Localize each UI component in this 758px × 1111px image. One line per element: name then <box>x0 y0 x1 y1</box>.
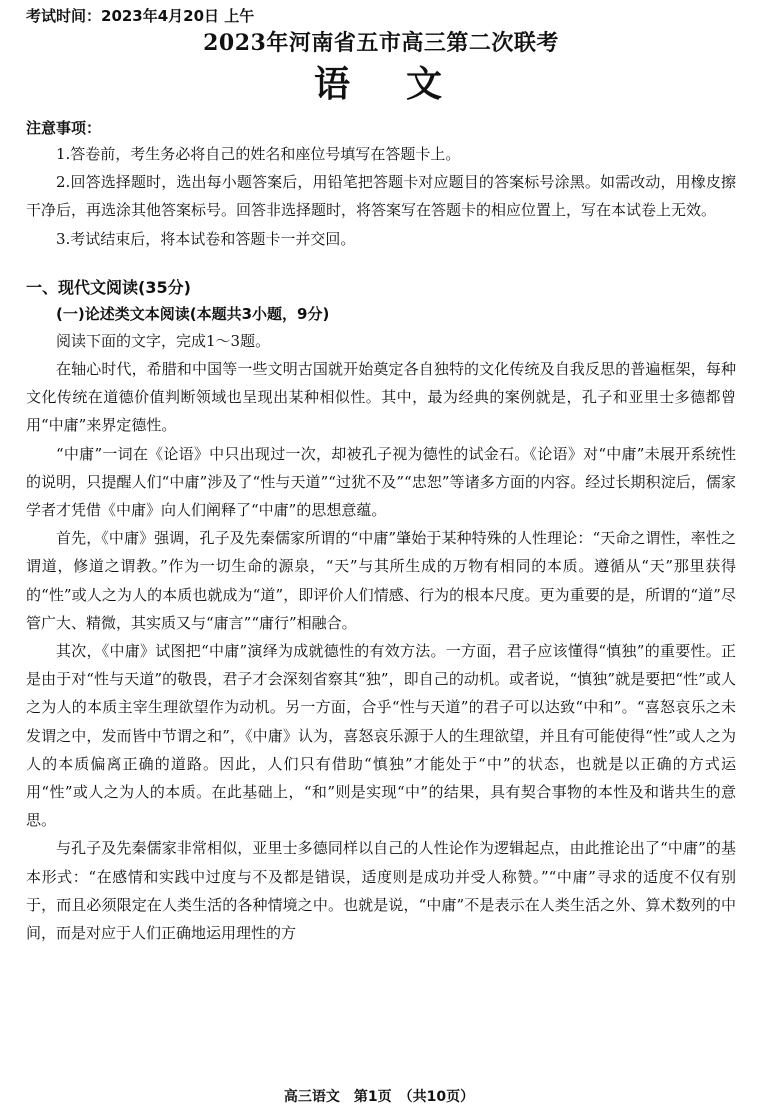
notice-item-3: 3.考试结束后，将本试卷和答题卡一并交回。 <box>56 229 356 248</box>
subject-title: 语文 <box>313 63 498 105</box>
exam-title: 2023年河南省五市高三第二次联考 <box>203 30 559 56</box>
notice-block <box>26 116 736 253</box>
section-instruction: 阅读下面的文字，完成1～3题。 <box>56 331 271 350</box>
notice-heading: 注意事项： <box>26 119 102 137</box>
passage-paragraph-5: 与孔子及先秦儒家非常相似，亚里士多德同样以自己的人性论作为逻辑起点，由此推论出了“中庸”的基本形式：“在感情和实践中过度与不及都是错误，适度则是成功并受人称赞。”“中庸”寻求的适度不仅有别于，而且必须限定在人类生活的各种情境之中。也就是说，“中庸”不是表示在人类生活之外、算术数列的中间，而是对应于人们正确地运用理性的方 <box>26 839 736 943</box>
page-footer: 高三语文 第1页 （共10页） <box>283 1089 475 1105</box>
section-heading: 一、现代文阅读(35分) <box>26 277 191 297</box>
exam-time: 考试时间：2023年4月20日 上午 <box>26 7 255 25</box>
reading-section <box>26 275 736 947</box>
notice-item-2: 2.回答选择题时，选出每小题答案后，用铅笔把答题卡对应题目的答案标号涂黑。如需改动，用橡皮擦干净后，再选涂其他答案标号。回答非选择题时，将答案写在答题卡的相应位置上，写在本试卷上无效。 <box>26 173 736 220</box>
passage-paragraph-4: 其次，《中庸》试图把“中庸”演绎为成就德性的有效方法。一方面，君子应该懂得“慎独”的重要性。正是由于对“性与天道”的敬畏，君子才会深刻省察其“独”，即自己的动机。或者说，“慎独”就是要把“性”或人之为人的本质主宰生理欲望作为动机。另一方面，合乎“性与天道”的君子可以达致“中和”。“喜怒哀乐之未发谓之中，发而皆中节谓之和”，《中庸》认为，喜怒哀乐源于人的生理欲望，并且有可能使得“性”或人之为人的本质偏离正确的道路。因此，人们只有借助“慎独”才能处于“中”的状态，也就是以正确的方式运用“性”或人之为人的本质。在此基础上，“和”则是实现“中”的结果，具有契合事物的本性及和谐共生的意思。 <box>26 642 736 830</box>
passage-paragraph-3: 首先，《中庸》强调，孔子及先秦儒家所谓的“中庸”肇始于某种特殊的人性理论：“天命之谓性，率性之谓道，修道之谓教。”作为一切生命的源泉，“天”与其所生成的万物有相同的本质。遵循从“天”那里获得的“性”或人之为人的本质也就成为“道”，即评价人们情感、行为的根本尺度。更为重要的是，所谓的“道”尽管广大、精微，其实质又与“庸言”“庸行”相融合。 <box>26 529 736 632</box>
section-subheading: (一)论述类文本阅读(本题共3小题，9分) <box>56 304 330 323</box>
passage-paragraph-2: “中庸”一词在《论语》中只出现过一次，却被孔子视为德性的试金石。《论语》对“中庸”未展开系统性的说明，只提醒人们“中庸”涉及了“性与天道”“过犹不及”“忠恕”等诸多方面的内容。经过长期积淀后，儒家学者才凭借《中庸》向人们阐释了“中庸”的思想意蕴。 <box>26 444 736 520</box>
notice-item-1: 1.答卷前，考生务必将自己的姓名和座位号填写在答题卡上。 <box>56 145 461 163</box>
passage-paragraph-1: 在轴心时代，希腊和中国等一些文明古国就开始奠定各自独特的文化传统及自我反思的普遍框架，每种文化传统在道德价值判断领域也呈现出某种相似性。其中，最为经典的案例就是，孔子和亚里士多德都曾用“中庸”来界定德性。 <box>26 360 736 435</box>
